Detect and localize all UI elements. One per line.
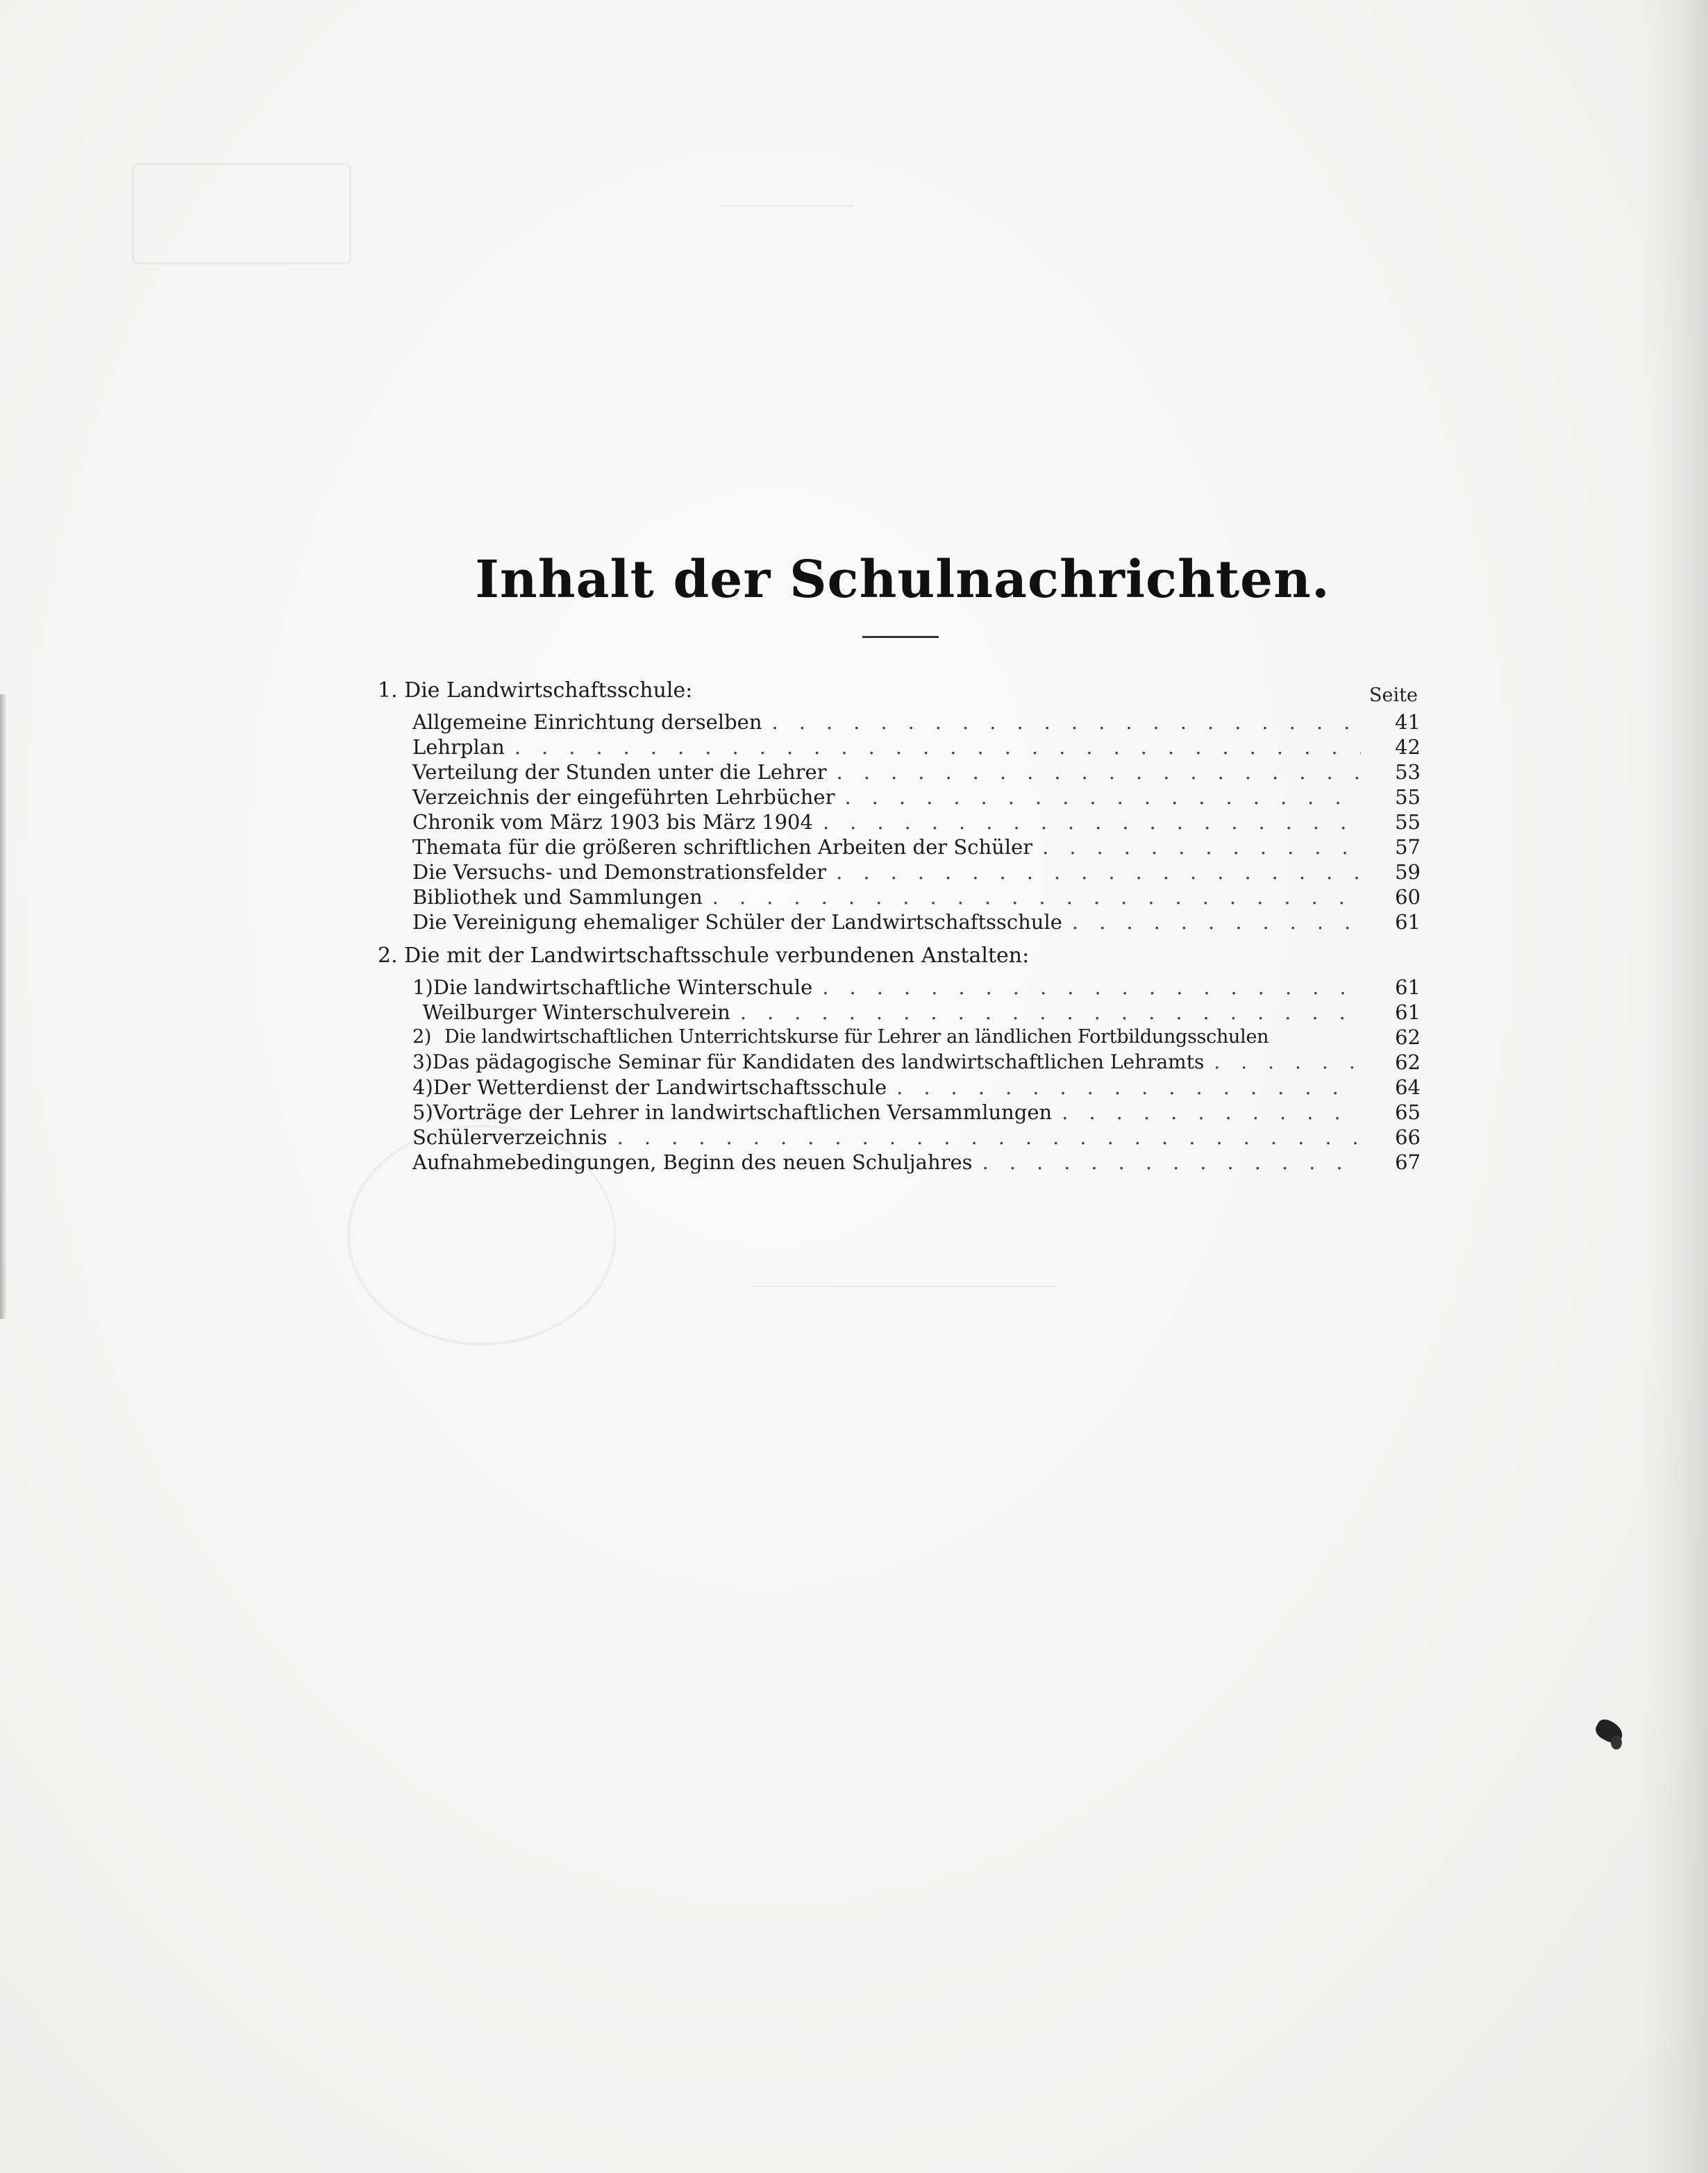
toc-entry-number: 5): [412, 1100, 433, 1124]
leader-dots: [896, 1075, 1361, 1100]
leader-dots: [772, 710, 1362, 735]
toc-entry: [412, 1100, 1371, 1125]
toc-entry-label: Die landwirtschaftliche Winterschule: [433, 975, 813, 999]
toc-page-number: 66: [1395, 1125, 1421, 1149]
toc-page-number: 55: [1395, 810, 1421, 834]
bleed-through-line: [722, 205, 854, 207]
section-heading: 2. Die mit der Landwirtschaftsschule verbundenen Anstalten:: [378, 943, 1030, 968]
toc-entry-label: Verzeichnis der eingeführten Lehrbücher: [412, 785, 835, 809]
toc-entry: [412, 1050, 1371, 1075]
toc-page-number: 61: [1395, 975, 1421, 999]
leader-dots: [712, 884, 1361, 909]
binding-shadow: [0, 694, 7, 1319]
toc-entry-number: 3): [412, 1050, 433, 1073]
toc-entry-label: Schülerverzeichnis: [412, 1125, 608, 1149]
toc-page-number: 55: [1395, 785, 1421, 809]
toc-page-number: 61: [1395, 1000, 1421, 1024]
toc-page-number: 61: [1395, 910, 1421, 934]
toc-entry-label: Chronik vom März 1903 bis März 1904: [412, 810, 813, 834]
toc-page-number: 53: [1395, 760, 1421, 784]
toc-entry: [412, 909, 1371, 934]
toc-entry-label: Das pädagogische Seminar für Kandidaten des landwirtschaftlichen Lehramts: [432, 1050, 1205, 1073]
toc-entry: [412, 1025, 1371, 1050]
ink-speck: [1611, 1736, 1622, 1750]
toc-entry-label: Vorträge der Lehrer in landwirtschaftlichen Versammlungen: [433, 1100, 1053, 1124]
toc-entry: [412, 1125, 1371, 1150]
toc-entry: [412, 1000, 1371, 1025]
toc-page-number: 41: [1395, 710, 1421, 734]
toc-entry-label: Der Wetterdienst der Landwirtschaftsschule: [433, 1075, 887, 1099]
toc-entry-label: Die Versuchs- und Demonstrationsfelder: [412, 860, 827, 884]
toc-entry-label: Lehrplan: [412, 735, 505, 759]
toc-entry: [412, 975, 1371, 1000]
toc-entry: [412, 735, 1371, 760]
toc-entry-label: Die landwirtschaftlichen Unterrichtskurse für Lehrer an ländlichen Fortbildungsschulen: [444, 1026, 1269, 1048]
section-heading: 1. Die Landwirtschaftsschule:: [378, 678, 693, 703]
toc-entry: [412, 859, 1371, 884]
leader-dots: [823, 809, 1361, 834]
toc-entry-number: 1): [412, 975, 433, 999]
toc-entry: [412, 710, 1371, 735]
toc-entry-label: Aufnahmebedingungen, Beginn des neuen Schuljahres: [412, 1150, 973, 1174]
toc-entry: [412, 884, 1371, 909]
leader-dots: [1214, 1050, 1361, 1075]
leader-dots: [514, 735, 1361, 760]
bleed-through-line: [750, 1286, 1055, 1287]
toc-entry: [412, 1075, 1371, 1100]
toc-page-number: 59: [1395, 860, 1421, 884]
toc-entry-label: Allgemeine Einrichtung derselben: [412, 710, 762, 734]
leader-dots: [617, 1125, 1361, 1150]
toc-entry: [412, 785, 1371, 809]
toc-entry: [412, 760, 1371, 785]
toc-entry-label: Themata für die größeren schriftlichen Arbeiten der Schüler: [412, 835, 1033, 859]
faded-library-stamp: [132, 163, 351, 265]
leader-dots: [844, 785, 1361, 809]
toc-entry-label: Die Vereinigung ehemaliger Schüler der Landwirtschaftsschule: [412, 910, 1062, 934]
toc-entry-number: 2): [412, 1026, 432, 1048]
toc-page-number: 67: [1395, 1150, 1421, 1174]
toc-entry-label: Verteilung der Stunden unter die Lehrer: [412, 760, 827, 784]
toc-entry: [412, 1150, 1371, 1175]
title-rule: [862, 636, 939, 638]
leader-dots: [836, 859, 1361, 884]
toc-page-number: 57: [1395, 835, 1421, 859]
page-title: Inhalt der Schulnachrichten.: [475, 550, 1330, 610]
leader-dots: [1042, 834, 1361, 859]
toc-page-number: 65: [1395, 1100, 1421, 1124]
leader-dots: [740, 1000, 1361, 1025]
leader-dots: [1062, 1100, 1361, 1125]
leader-dots: [822, 975, 1361, 1000]
page-column-label: Seite: [1369, 685, 1418, 706]
toc-page-number: 42: [1395, 735, 1421, 759]
toc-entry-label: Weilburger Winterschulverein: [422, 1000, 730, 1024]
toc-page-number: 62: [1395, 1025, 1421, 1049]
toc-page-number: 64: [1395, 1075, 1421, 1099]
toc-entry: [412, 834, 1371, 859]
toc-page-number: 60: [1395, 885, 1421, 909]
leader-dots: [1072, 909, 1361, 934]
toc-entry: [412, 809, 1371, 834]
leader-dots: [837, 760, 1361, 785]
leader-dots: [982, 1150, 1361, 1175]
toc-page-number: 62: [1395, 1050, 1421, 1074]
page-edge-shadow: [1646, 0, 1708, 2173]
toc-entry-label: Bibliothek und Sammlungen: [412, 885, 703, 909]
toc-entry-number: 4): [412, 1075, 433, 1099]
